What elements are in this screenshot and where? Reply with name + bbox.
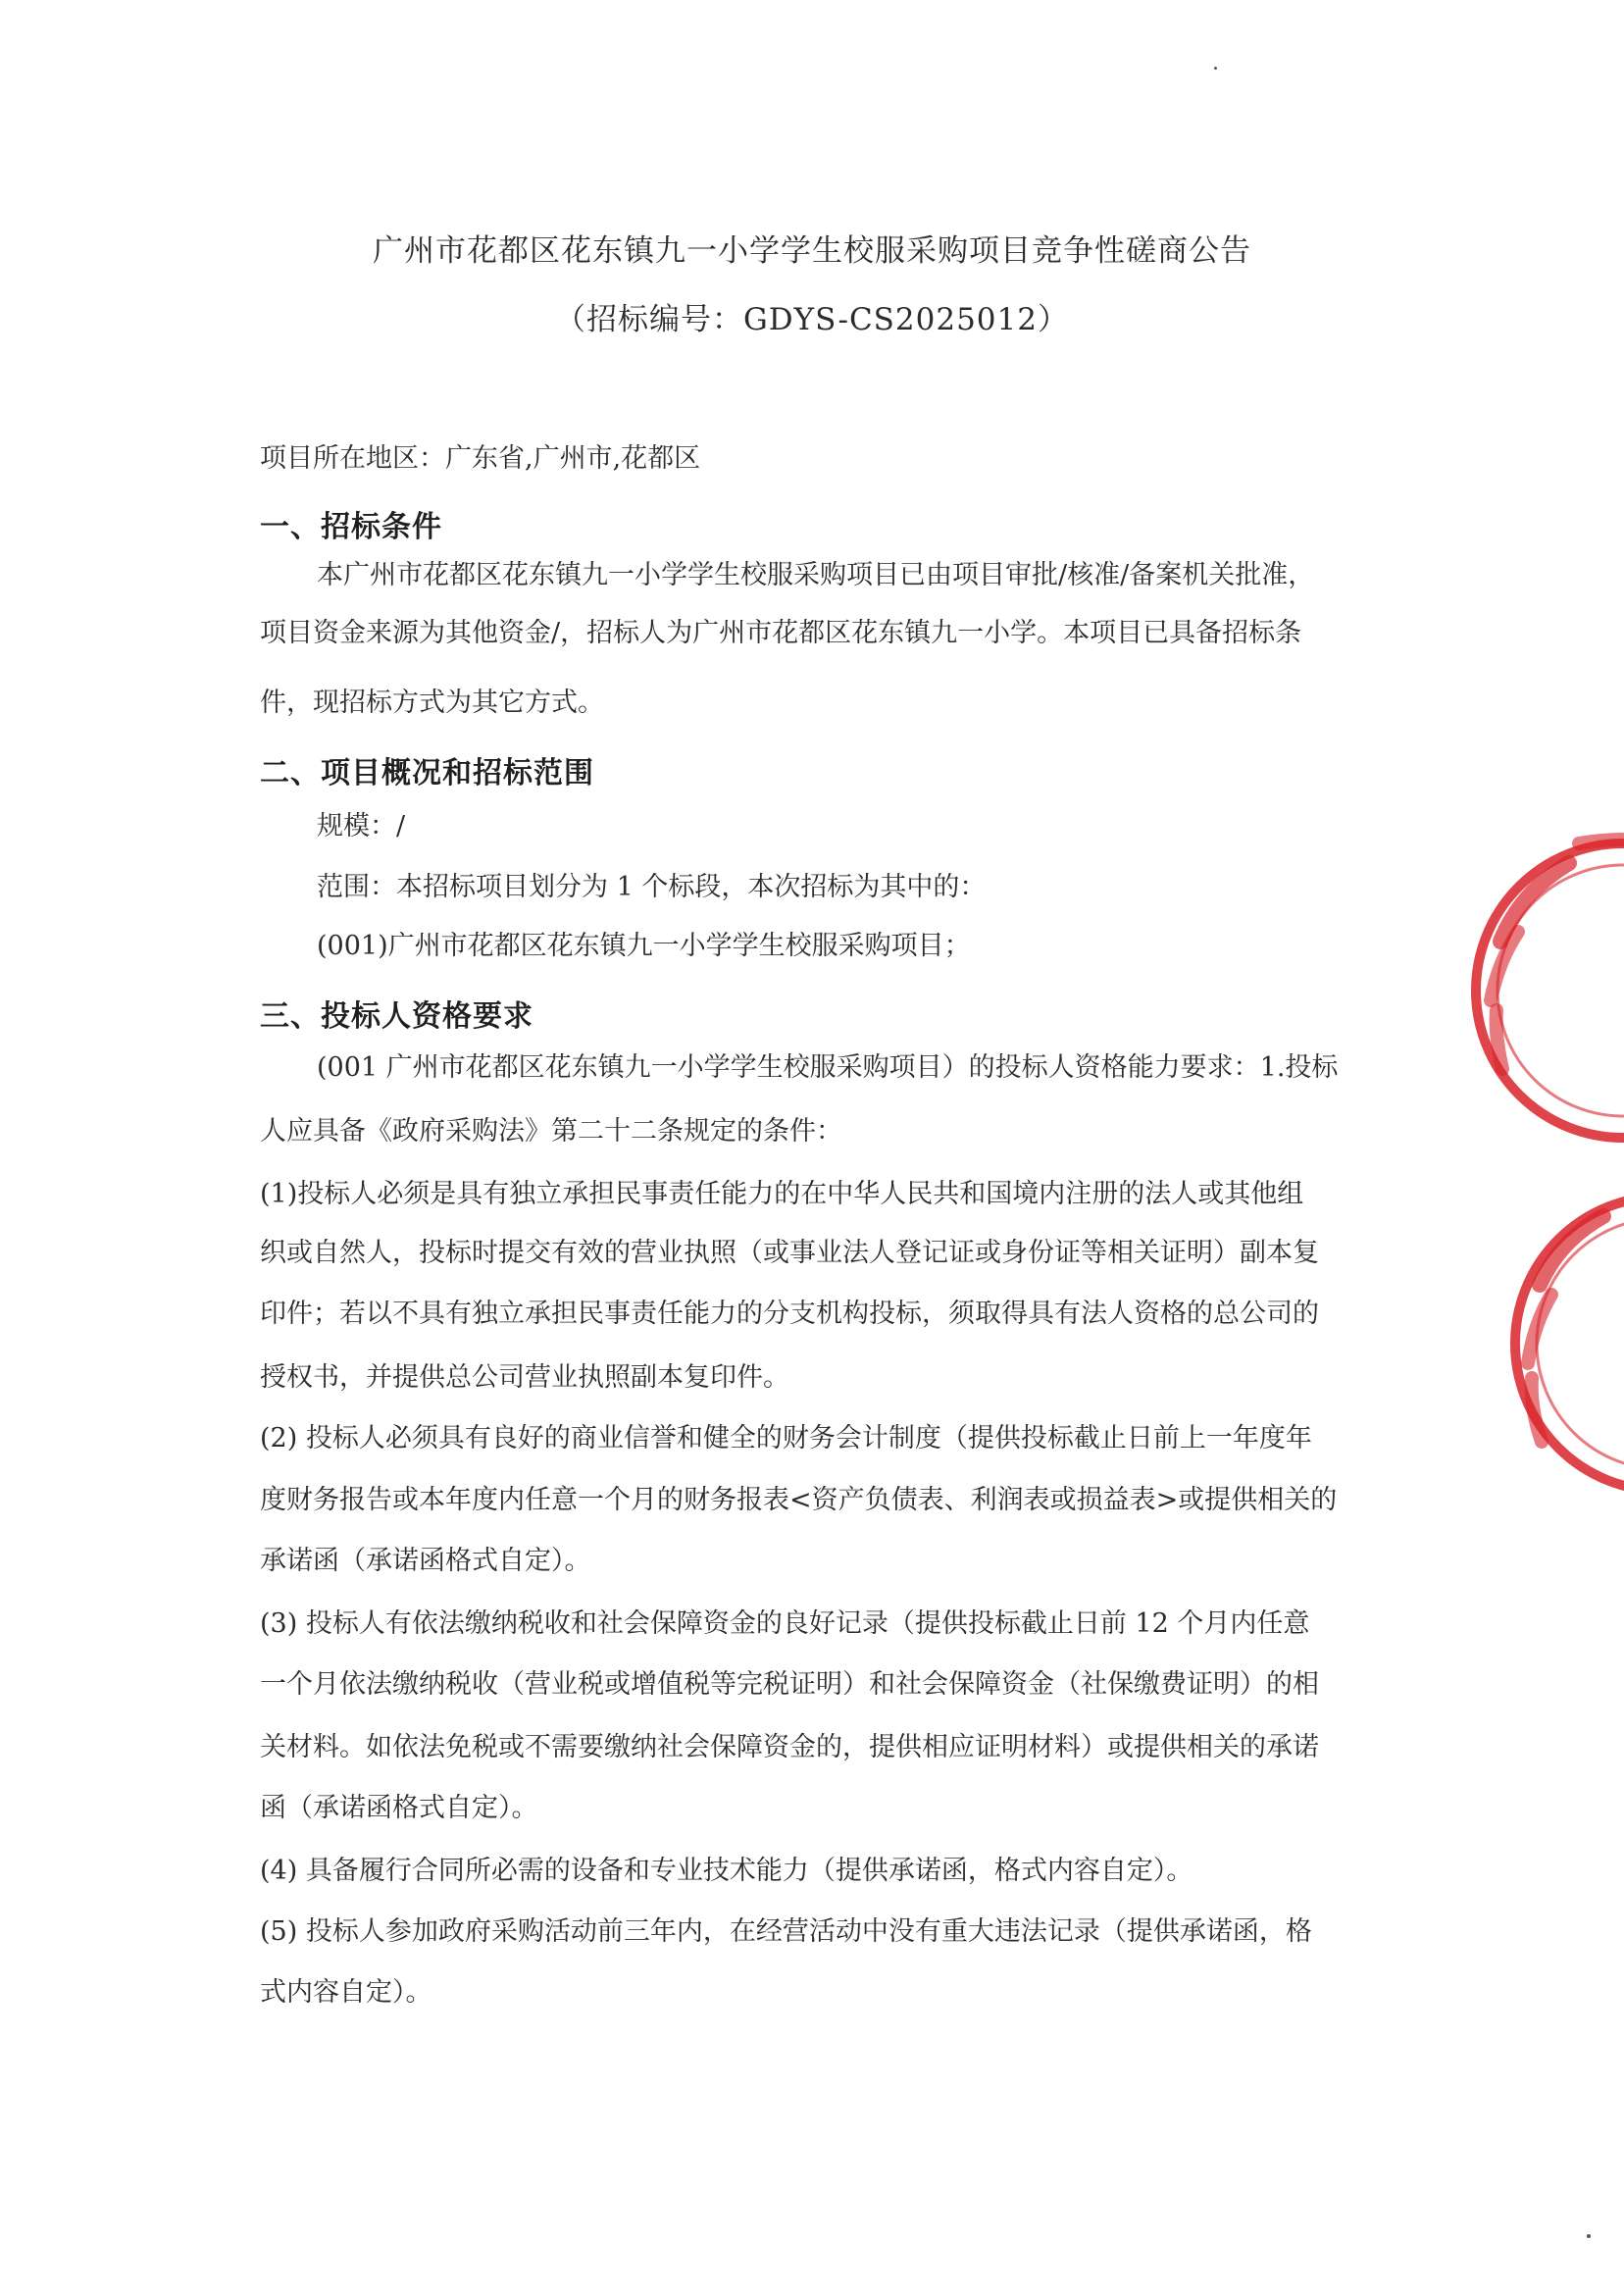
s3-line-13: 函（承诺函格式自定）。 <box>260 1793 538 1823</box>
s3-line-14: (4) 具备履行合同所必需的设备和专业技术能力（提供承诺函，格式内容自定）。 <box>260 1856 1193 1886</box>
s3-line-16: 式内容自定）。 <box>260 1977 432 2008</box>
s3-line-5: 印件；若以不具有独立承担民事责任能力的分支机构投标，须取得具有法人资格的总公司的 <box>260 1299 1319 1329</box>
s3-line-7: (2) 投标人必须具有良好的商业信誉和健全的财务会计制度（提供投标截止日前上一年度年 <box>260 1423 1312 1453</box>
s3-line-15: (5) 投标人参加政府采购活动前三年内，在经营活动中没有重大违法记录（提供承诺函，格 <box>260 1916 1312 1947</box>
section-heading-1: 一、招标条件 <box>260 510 442 544</box>
red-seal-stamp-upper <box>1461 804 1624 1177</box>
s2-line-1: 规模：/ <box>317 811 406 841</box>
red-seal-stamp-lower <box>1491 1157 1624 1530</box>
s3-line-9: 承诺函（承诺函格式自定）。 <box>260 1546 591 1576</box>
s3-line-2: 人应具备《政府采购法》第二十二条规定的条件： <box>260 1116 842 1147</box>
s3-line-12: 关材料。如依法免税或不需要缴纳社会保障资金的，提供相应证明材料）或提供相关的承诺 <box>260 1732 1319 1762</box>
section-heading-2: 二、项目概况和招标范围 <box>260 756 594 790</box>
scan-speck <box>1214 67 1217 70</box>
scan-speck <box>1587 2234 1591 2238</box>
s1-line-3: 件，现招标方式为其它方式。 <box>260 688 604 718</box>
s2-line-2: 范围：本招标项目划分为 1 个标段，本次招标为其中的： <box>317 872 987 902</box>
region-line: 项目所在地区：广东省,广州市,花都区 <box>260 443 701 474</box>
s3-line-8: 度财务报告或本年度内任意一个月的财务报表<资产负债表、利润表或损益表>或提供相关的 <box>260 1485 1338 1515</box>
s3-line-4: 织或自然人，投标时提交有效的营业执照（或事业法人登记证或身份证等相关证明）副本复 <box>260 1238 1319 1268</box>
document-title: 广州市花都区花东镇九一小学学生校服采购项目竞争性磋商公告 <box>373 233 1251 269</box>
s3-line-6: 授权书，并提供总公司营业执照副本复印件。 <box>260 1362 789 1393</box>
s2-line-3: (001)广州市花都区花东镇九一小学学生校服采购项目； <box>317 931 971 961</box>
tender-number: （招标编号：GDYS-CS2025012） <box>555 302 1069 337</box>
s3-line-1: (001 广州市花都区花东镇九一小学学生校服采购项目）的投标人资格能力要求：1.投标 <box>317 1052 1339 1083</box>
s1-line-2: 项目资金来源为其他资金/，招标人为广州市花都区花东镇九一小学。本项目已具备招标条 <box>260 618 1302 648</box>
s3-line-11: 一个月依法缴纳税收（营业税或增值税等完税证明）和社会保障资金（社保缴费证明）的相 <box>260 1669 1319 1700</box>
s3-line-3: (1)投标人必须是具有独立承担民事责任能力的在中华人民共和国境内注册的法人或其他组 <box>260 1179 1304 1209</box>
s3-line-10: (3) 投标人有依法缴纳税收和社会保障资金的良好记录（提供投标截止日前 12 个月内任意 <box>260 1608 1310 1639</box>
s1-line-1: 本广州市花都区花东镇九一小学学生校服采购项目已由项目审批/核准/备案机关批准， <box>317 560 1315 590</box>
section-heading-3: 三、投标人资格要求 <box>260 999 533 1034</box>
